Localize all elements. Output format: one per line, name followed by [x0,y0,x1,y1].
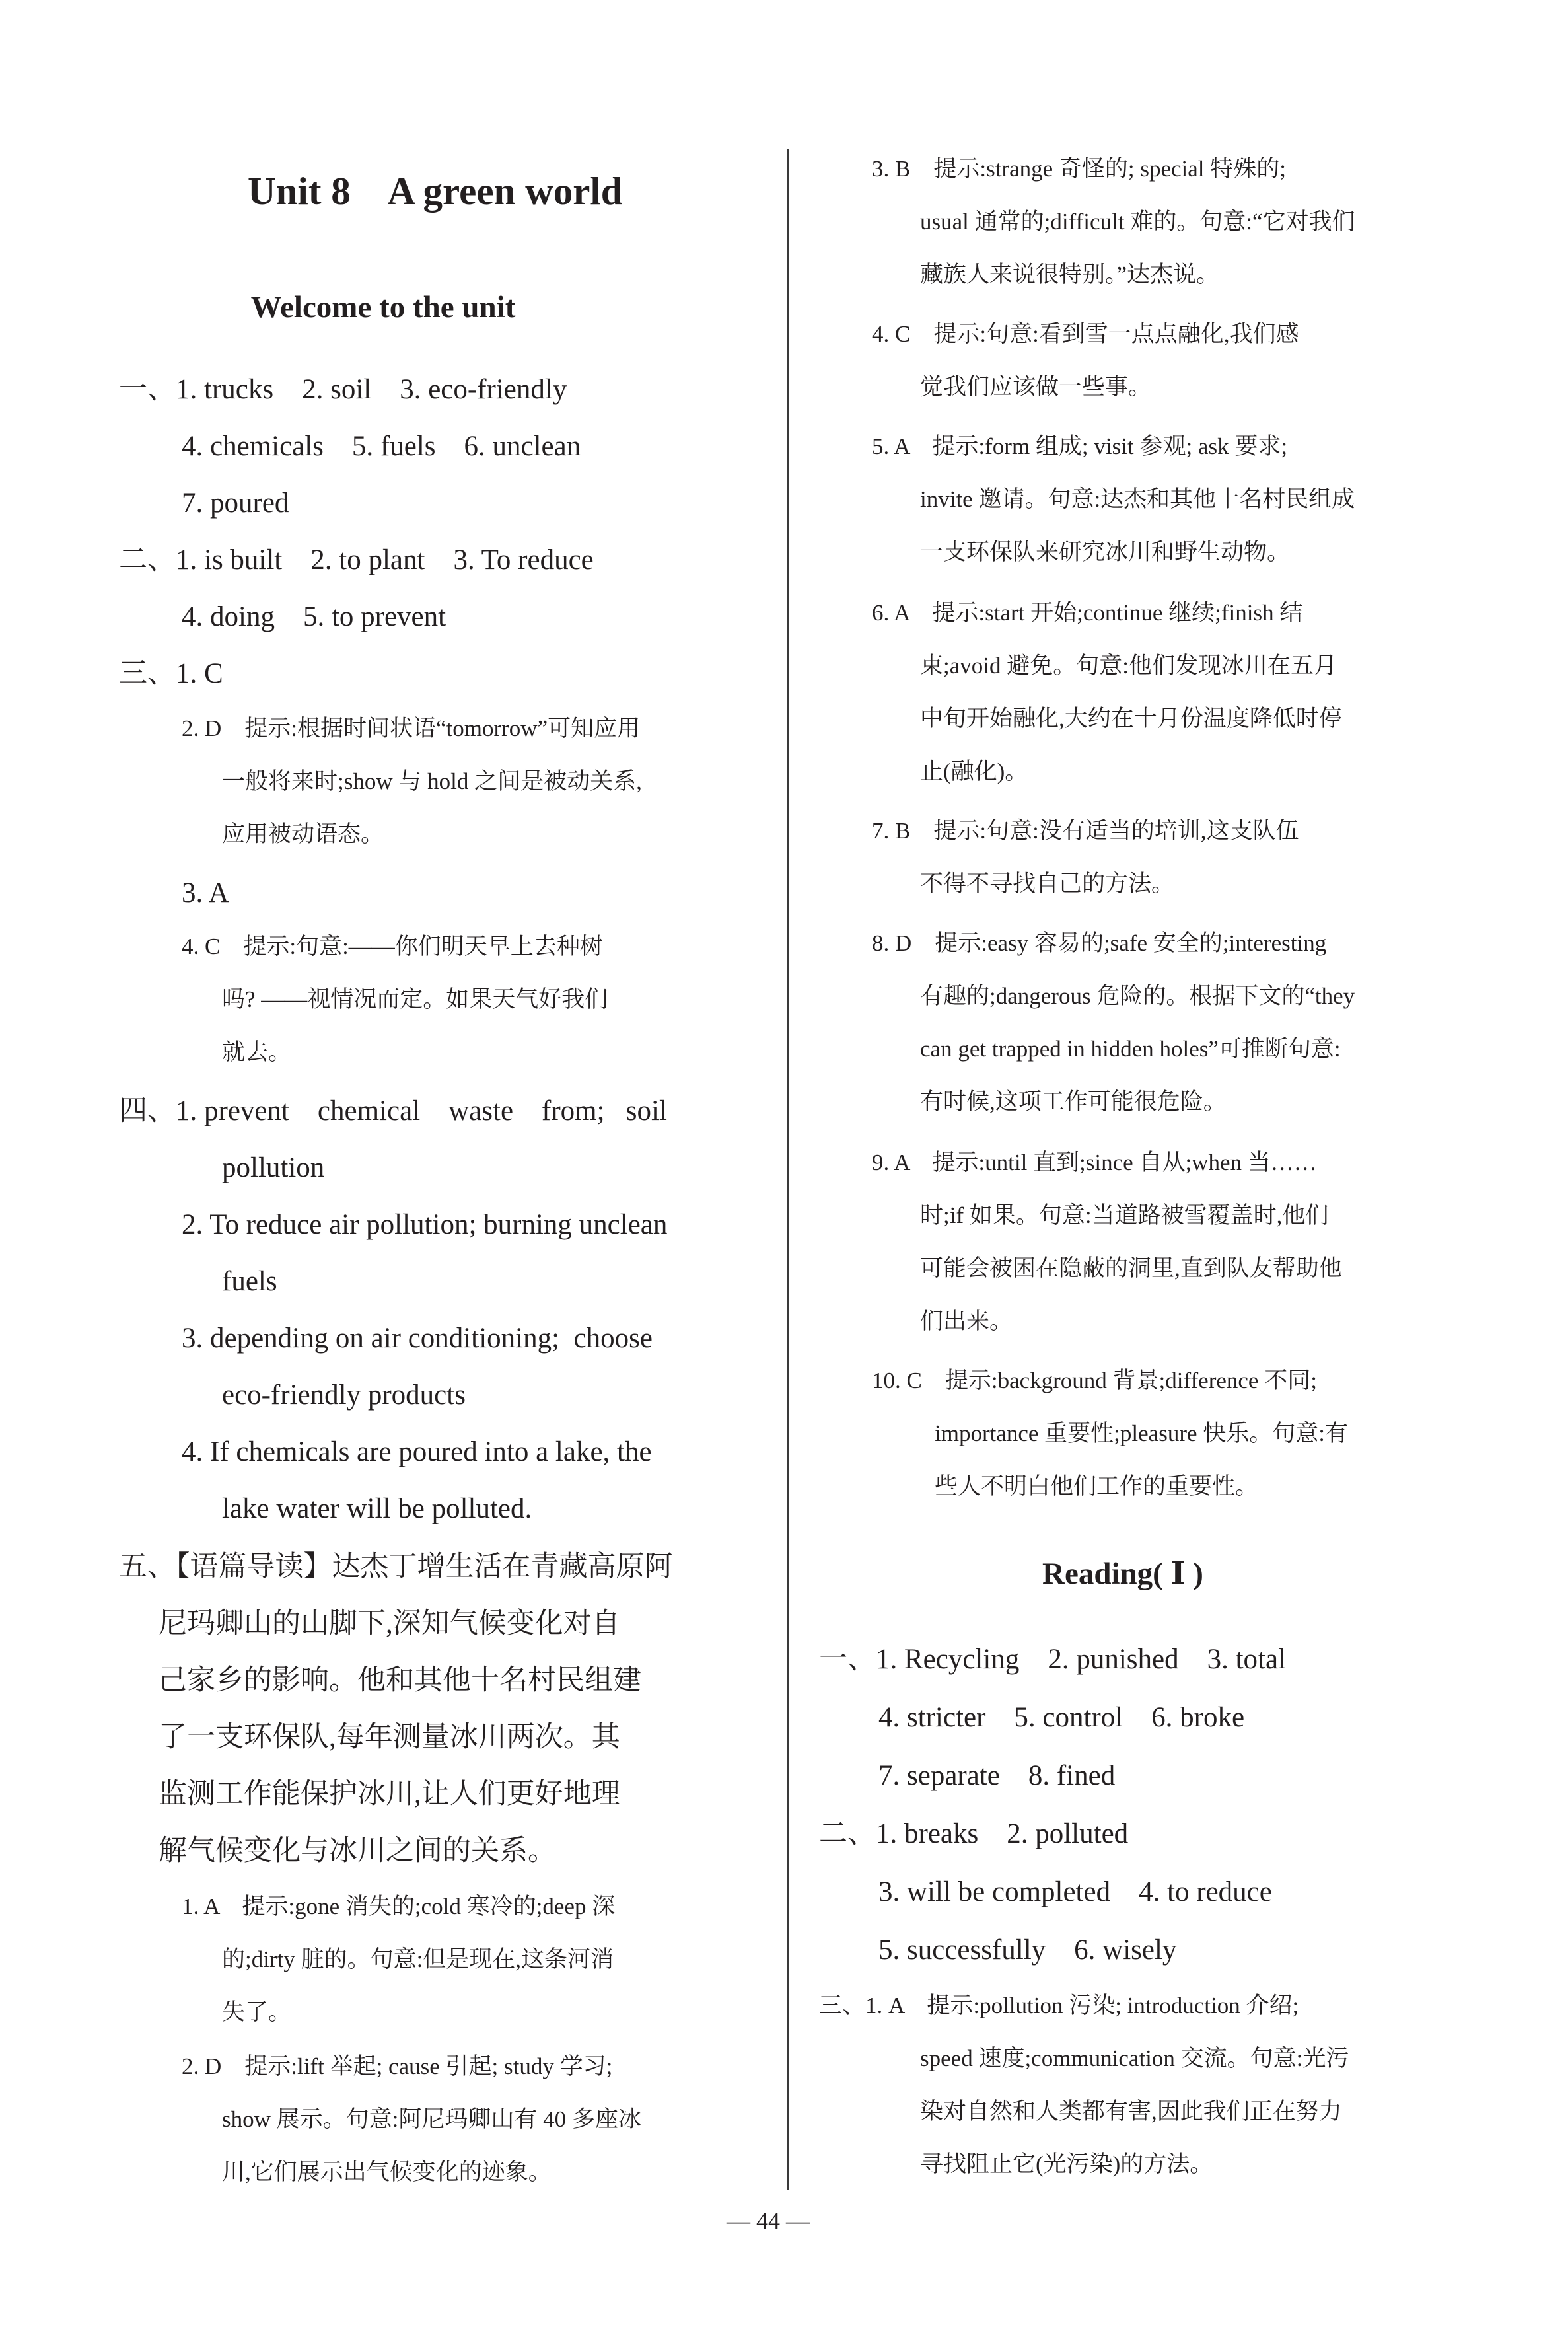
right-answer-line: 不得不寻找自己的方法。 [920,871,1175,897]
left-answer-line: show 展示。句意:阿尼玛卿山有 40 多座冰 [222,2106,641,2132]
right-answer-line: 8. D 提示:easy 容易的;safe 安全的;interesting [872,930,1327,956]
right-answer-line: 4. stricter 5. control 6. broke [878,1702,1245,1733]
right-answer-line: 些人不明白他们工作的重要性。 [935,1473,1259,1499]
left-answer-line: 4. C 提示:句意:——你们明天早上去种树 [182,934,603,959]
left-answer-line: 失了。 [222,1999,292,2025]
left-answer-line: 3. depending on air conditioning; choose [182,1323,653,1354]
left-answer-line: 就去。 [222,1039,292,1065]
column-divider [787,149,789,2190]
right-answer-line: 3. B 提示:strange 奇怪的; special 特殊的; [872,156,1287,182]
right-answer-line: can get trapped in hidden holes”可推断句意: [920,1036,1341,1062]
left-answer-line: 一、1. trucks 2. soil 3. eco-friendly [119,374,567,405]
left-answer-line: 吗? ——视情况而定。如果天气好我们 [222,986,608,1012]
right-answer-line: 止(融化)。 [920,758,1028,784]
left-answer-line: 了一支环保队,每年测量冰川两次。其 [159,1722,620,1753]
left-answer-line: 7. poured [182,488,289,519]
left-answer-line: 一般将来时;show 与 hold 之间是被动关系, [222,768,642,794]
left-answer-line: 1. A 提示:gone 消失的;cold 寒冷的;deep 深 [182,1894,616,1919]
right-answer-line: 5. successfully 6. wisely [878,1935,1177,1966]
right-answer-line: 5. A 提示:form 组成; visit 参观; ask 要求; [872,433,1288,459]
right-answer-line: 一、1. Recycling 2. punished 3. total [819,1644,1287,1675]
right-answer-line: 一支环保队来研究冰川和野生动物。 [920,539,1291,565]
right-answer-line: 二、1. breaks 2. polluted [819,1818,1129,1849]
left-answer-line: 2. D 提示:根据时间状语“tomorrow”可知应用 [182,716,641,741]
right-answer-line: 6. A 提示:start 开始;continue 继续;finish 结 [872,600,1303,626]
right-answer-line: 寻找阻止它(光污染)的方法。 [920,2151,1213,2177]
left-answer-line: 的;dirty 脏的。句意:但是现在,这条河消 [222,1946,614,1972]
right-answer-line: invite 邀请。句意:达杰和其他十名村民组成 [920,486,1355,512]
left-answer-line: 4. doing 5. to prevent [182,601,446,632]
welcome-section-title: Welcome to the unit [250,290,516,324]
left-answer-line: 4. chemicals 5. fuels 6. unclean [182,431,581,462]
left-answer-line: 监测工作能保护冰川,让人们更好地理 [159,1779,620,1810]
right-answer-line: 有时候,这项工作可能很危险。 [920,1089,1227,1115]
left-answer-line: 川,它们展示出气候变化的迹象。 [222,2159,552,2185]
left-answer-line: 五、【语篇导读】达杰丁增生活在青藏高原阿 [119,1551,673,1582]
right-answer-line: 染对自然和人类都有害,因此我们正在努力 [920,2098,1342,2124]
right-answer-line: 10. C 提示:background 背景;difference 不同; [872,1368,1317,1393]
right-answer-line: speed 速度;communication 交流。句意:光污 [920,2046,1349,2071]
left-answer-line: eco-friendly products [222,1380,466,1411]
right-answer-line: 中旬开始融化,大约在十月份温度降低时停 [920,706,1342,731]
left-answer-line: lake water will be polluted. [222,1493,532,1524]
left-answer-line: fuels [222,1266,277,1297]
left-answer-line: pollution [222,1152,325,1183]
right-answer-line: 4. C 提示:句意:看到雪一点点融化,我们感 [872,321,1299,347]
right-answer-line: usual 通常的;difficult 难的。句意:“它对我们 [920,209,1355,235]
right-answer-line: 藏族人来说很特别。”达杰说。 [920,262,1220,287]
page-number: — 44 — [727,2207,810,2234]
left-answer-line: 应用被动语态。 [222,821,384,847]
left-answer-line: 3. A [182,877,229,908]
right-answer-line: 9. A 提示:until 直到;since 自从;when 当…… [872,1150,1317,1175]
right-answer-line: 7. B 提示:句意:没有适当的培训,这支队伍 [872,818,1299,844]
right-answer-line: importance 重要性;pleasure 快乐。句意:有 [935,1421,1348,1446]
left-answer-line: 解气候变化与冰川之间的关系。 [159,1835,556,1866]
left-answer-line: 4. If chemicals are poured into a lake, the [182,1436,652,1467]
right-answer-line: 可能会被困在隐蔽的洞里,直到队友帮助他 [920,1255,1342,1281]
right-answer-line: 时;if 如果。句意:当道路被雪覆盖时,他们 [920,1202,1329,1228]
left-answer-line: 二、1. is built 2. to plant 3. To reduce [119,544,594,575]
right-answer-line: 们出来。 [920,1308,1013,1334]
right-answer-line: 有趣的;dangerous 危险的。根据下文的“they [920,983,1355,1009]
reading-section-title: Reading( Ⅰ ) [1042,1557,1203,1591]
unit-title: Unit 8 A green world [248,169,623,213]
right-answer-line: 三、1. A 提示:pollution 污染; introduction 介绍; [819,1993,1299,2018]
left-answer-line: 己家乡的影响。他和其他十名村民组建 [159,1665,641,1696]
left-answer-line: 三、1. C [119,658,223,689]
right-answer-line: 觉我们应该做一些事。 [920,374,1152,400]
left-answer-line: 尼玛卿山的山脚下,深知气候变化对自 [159,1608,620,1639]
right-answer-line: 3. will be completed 4. to reduce [878,1876,1272,1907]
right-answer-line: 束;avoid 避免。句意:他们发现冰川在五月 [920,653,1337,679]
left-answer-line: 2. D 提示:lift 举起; cause 引起; study 学习; [182,2053,613,2079]
left-answer-line: 四、1. prevent chemical waste from; soil [119,1095,667,1126]
left-answer-line: 2. To reduce air pollution; burning unclean [182,1209,668,1240]
right-answer-line: 7. separate 8. fined [878,1760,1116,1791]
